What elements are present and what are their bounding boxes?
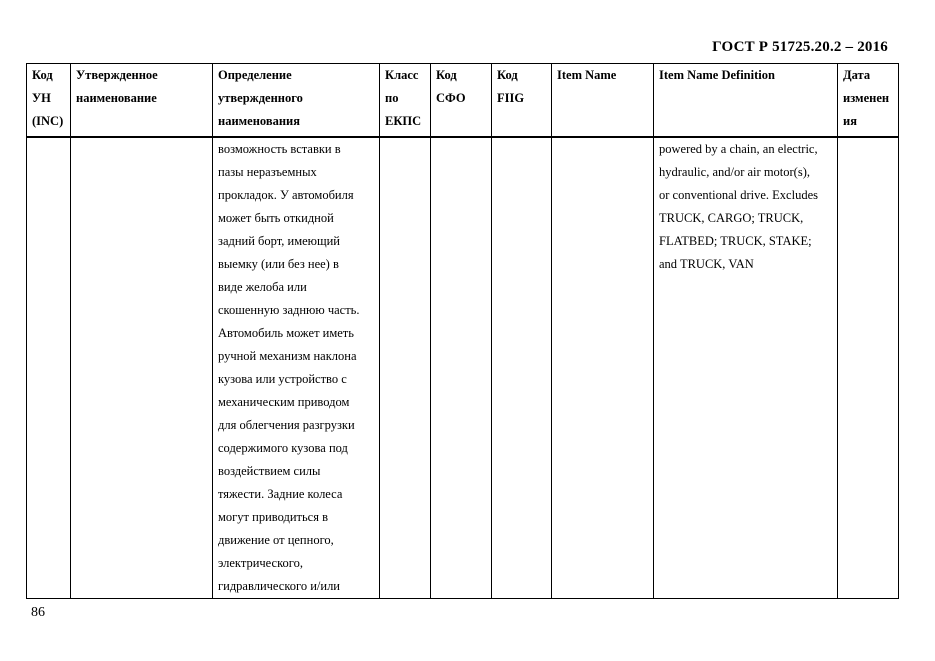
header-approved-name: Утвержденное наименование [71, 64, 213, 138]
header-change-date: Дата изменен ия [838, 64, 899, 138]
cell-name-definition-ru: возможность вставки в пазы неразъемных прокладок. У автомобиля может быть откидной задний борт, имеющий выемку (или без нее) в виде желоба или скошенную заднюю часть. Автомобиль может иметь ручной механизм наклона кузова или устройство с механическим приводом для облегчения разгрузки содержимого кузова под воздействием силы тяжести. Задние колеса могут приводиться в движение от цепного, электрического, гидравлического и/или [213, 137, 380, 599]
table-row [27, 137, 899, 599]
page-number: 86 [31, 605, 45, 620]
header-name-definition-ru: Определение утвержденного наименования [213, 64, 380, 138]
cell-ekps-class [380, 137, 431, 599]
header-item-name-definition: Item Name Definition [654, 64, 838, 138]
header-sfo-code: Код СФО [431, 64, 492, 138]
table-header-row [27, 64, 899, 138]
cell-approved-name [71, 137, 213, 599]
header-ekps-class: Класс по ЕКПС [380, 64, 431, 138]
header-item-name: Item Name [552, 64, 654, 138]
document-standard-number: ГОСТ Р 51725.20.2 – 2016 [712, 39, 888, 55]
cell-change-date [838, 137, 899, 599]
cell-inc-code [27, 137, 71, 599]
catalog-table [26, 63, 899, 599]
cell-fiig-code [492, 137, 552, 599]
cell-item-name [552, 137, 654, 599]
cell-item-name-definition: powered by a chain, an electric, hydraulic, and/or air motor(s), or conventional drive. Excludes TRUCK, CARGO; TRUCK, FLATBED; TRUCK, STAKE; and TRUCK, VAN [654, 137, 838, 599]
header-inc-code: Код УН (INC) [27, 64, 71, 138]
cell-sfo-code [431, 137, 492, 599]
header-fiig-code: Код FIIG [492, 64, 552, 138]
